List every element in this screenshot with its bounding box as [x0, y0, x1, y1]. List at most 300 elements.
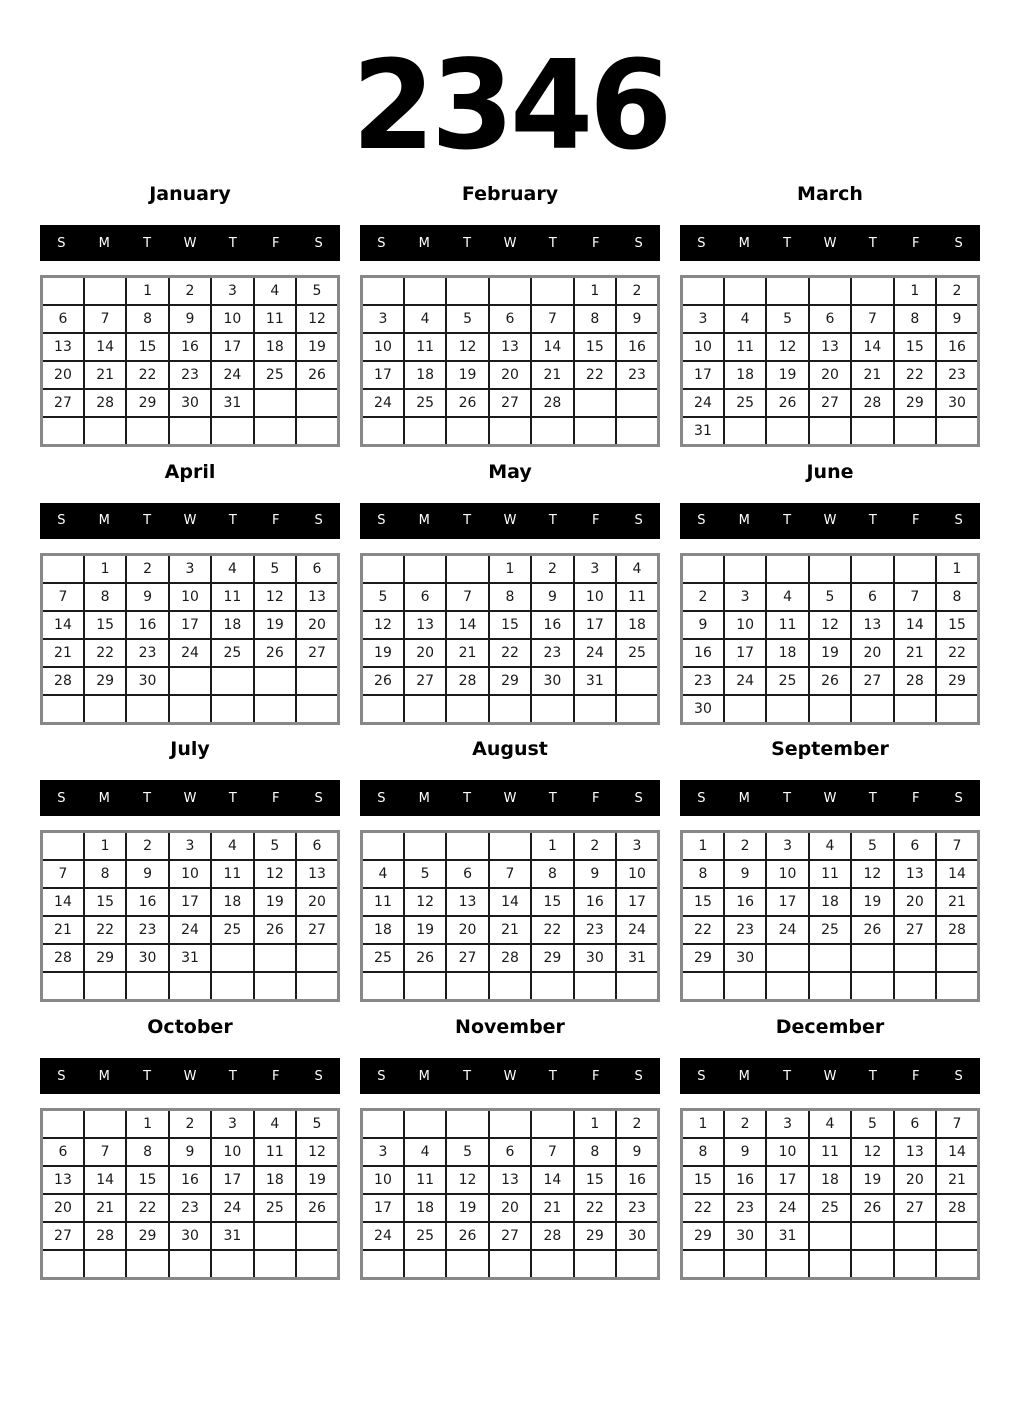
empty-day-cell [254, 1222, 296, 1250]
day-cell: 6 [809, 305, 851, 333]
day-cell: 14 [489, 888, 531, 916]
week-row [362, 667, 659, 695]
weekday-label: T [783, 513, 792, 529]
weekday-label: S [377, 513, 386, 529]
day-cell: 18 [766, 639, 808, 667]
month-block [680, 1006, 980, 1284]
day-cell: 1 [489, 554, 531, 583]
weekday-header-bar [680, 1058, 980, 1094]
day-cell: 20 [809, 361, 851, 389]
empty-day-cell [616, 667, 658, 695]
empty-day-cell [254, 972, 296, 1001]
month-title: December [775, 1016, 885, 1039]
day-cell: 8 [574, 1138, 616, 1166]
day-cell: 7 [84, 1138, 126, 1166]
empty-day-cell [809, 972, 851, 1001]
day-cell: 25 [254, 361, 296, 389]
empty-day-cell [851, 1250, 893, 1279]
day-cell: 6 [404, 583, 446, 611]
week-row [42, 361, 339, 389]
day-cell: 24 [616, 916, 658, 944]
day-cell: 25 [809, 916, 851, 944]
weekday-label: T [463, 790, 472, 806]
weekday-label: F [911, 1068, 920, 1084]
week-row [42, 554, 339, 583]
day-cell: 6 [296, 832, 338, 861]
weekday-label: S [697, 1068, 706, 1084]
day-cell: 22 [682, 916, 724, 944]
day-cell: 30 [126, 944, 168, 972]
empty-day-cell [42, 277, 84, 306]
day-cell: 27 [296, 916, 338, 944]
weekday-label: F [591, 235, 600, 251]
weekday-label: T [548, 235, 557, 251]
day-cell: 23 [616, 361, 658, 389]
day-cell: 23 [126, 916, 168, 944]
day-cell: 3 [616, 832, 658, 861]
day-cell: 24 [766, 1194, 808, 1222]
weekday-header-bar [360, 225, 660, 261]
day-cell: 27 [446, 944, 488, 972]
day-cell: 6 [446, 860, 488, 888]
weekday-label: S [57, 513, 66, 529]
week-row [362, 888, 659, 916]
empty-day-cell [169, 667, 211, 695]
calendar-grid [360, 830, 660, 1002]
calendar-grid [680, 553, 980, 725]
day-cell: 27 [894, 1194, 936, 1222]
day-cell: 15 [574, 333, 616, 361]
weekday-label: M [738, 1068, 750, 1084]
day-cell: 1 [682, 1110, 724, 1139]
empty-day-cell [404, 554, 446, 583]
empty-day-cell [616, 389, 658, 417]
day-cell: 24 [169, 639, 211, 667]
day-cell: 20 [446, 916, 488, 944]
day-cell: 1 [894, 277, 936, 306]
week-row [42, 695, 339, 724]
day-cell: 21 [531, 1194, 573, 1222]
day-cell: 25 [404, 1222, 446, 1250]
week-row [362, 1138, 659, 1166]
weekday-label: M [738, 513, 750, 529]
empty-day-cell [682, 972, 724, 1001]
day-cell: 30 [682, 695, 724, 724]
day-cell: 3 [574, 554, 616, 583]
empty-day-cell [211, 972, 253, 1001]
weekday-label: T [143, 790, 152, 806]
day-cell: 30 [126, 667, 168, 695]
day-cell: 13 [404, 611, 446, 639]
day-cell: 7 [531, 305, 573, 333]
day-cell: 19 [296, 333, 338, 361]
weekday-label: M [418, 1068, 430, 1084]
day-cell: 17 [211, 333, 253, 361]
week-row [42, 944, 339, 972]
empty-day-cell [362, 277, 404, 306]
months-grid [0, 173, 1020, 1284]
day-cell: 17 [169, 888, 211, 916]
empty-day-cell [211, 667, 253, 695]
day-cell: 1 [84, 832, 126, 861]
weekday-label: W [823, 235, 837, 251]
day-cell: 1 [574, 1110, 616, 1139]
day-cell: 30 [169, 389, 211, 417]
day-cell: 21 [936, 888, 978, 916]
weekday-label: W [183, 790, 197, 806]
day-cell: 3 [766, 832, 808, 861]
day-cell: 30 [936, 389, 978, 417]
month-block [680, 451, 980, 729]
day-cell: 15 [84, 611, 126, 639]
day-cell: 17 [724, 639, 766, 667]
day-cell: 17 [362, 361, 404, 389]
day-cell: 19 [851, 888, 893, 916]
day-cell: 18 [362, 916, 404, 944]
empty-day-cell [894, 554, 936, 583]
week-row [362, 860, 659, 888]
day-cell: 20 [296, 888, 338, 916]
day-cell: 29 [531, 944, 573, 972]
empty-day-cell [84, 277, 126, 306]
empty-day-cell [296, 695, 338, 724]
day-cell: 11 [766, 611, 808, 639]
day-cell: 20 [296, 611, 338, 639]
month-title: April [164, 460, 216, 483]
empty-day-cell [169, 695, 211, 724]
empty-day-cell [809, 554, 851, 583]
year-title: 2346 [351, 35, 669, 178]
day-cell: 24 [169, 916, 211, 944]
empty-day-cell [489, 972, 531, 1001]
weekday-label: S [57, 790, 66, 806]
day-cell: 6 [42, 305, 84, 333]
weekday-label: M [418, 513, 430, 529]
week-row [42, 860, 339, 888]
day-cell: 10 [169, 860, 211, 888]
weekday-header-bar [680, 503, 980, 539]
day-cell: 11 [211, 583, 253, 611]
day-cell: 29 [126, 389, 168, 417]
day-cell: 30 [724, 1222, 766, 1250]
day-cell: 23 [936, 361, 978, 389]
day-cell: 2 [169, 277, 211, 306]
empty-day-cell [446, 277, 488, 306]
day-cell: 18 [254, 1166, 296, 1194]
day-cell: 26 [446, 1222, 488, 1250]
day-cell: 27 [42, 1222, 84, 1250]
empty-day-cell [169, 417, 211, 446]
empty-day-cell [531, 417, 573, 446]
weekday-label: T [143, 1068, 152, 1084]
empty-day-cell [254, 389, 296, 417]
day-cell: 29 [84, 667, 126, 695]
empty-day-cell [851, 944, 893, 972]
day-cell: 21 [446, 639, 488, 667]
day-cell: 9 [682, 611, 724, 639]
day-cell: 10 [616, 860, 658, 888]
empty-day-cell [362, 1250, 404, 1279]
calendar-grid [360, 1108, 660, 1280]
empty-day-cell [531, 1110, 573, 1139]
empty-day-cell [42, 417, 84, 446]
empty-day-cell [766, 695, 808, 724]
day-cell: 9 [169, 1138, 211, 1166]
day-cell: 18 [809, 1166, 851, 1194]
day-cell: 12 [851, 1138, 893, 1166]
day-cell: 22 [126, 361, 168, 389]
empty-day-cell [254, 417, 296, 446]
day-cell: 26 [851, 1194, 893, 1222]
day-cell: 2 [169, 1110, 211, 1139]
year-title-wrap [0, 0, 1020, 178]
week-row [42, 972, 339, 1001]
day-cell: 6 [894, 832, 936, 861]
empty-day-cell [489, 1250, 531, 1279]
week-row [682, 832, 979, 861]
week-row [682, 972, 979, 1001]
weekday-label: W [183, 235, 197, 251]
day-cell: 11 [254, 1138, 296, 1166]
day-cell: 16 [616, 1166, 658, 1194]
day-cell: 12 [254, 860, 296, 888]
empty-day-cell [404, 832, 446, 861]
day-cell: 24 [362, 1222, 404, 1250]
day-cell: 20 [894, 1166, 936, 1194]
day-cell: 12 [404, 888, 446, 916]
empty-day-cell [809, 1222, 851, 1250]
empty-day-cell [254, 944, 296, 972]
week-row [42, 611, 339, 639]
empty-day-cell [531, 695, 573, 724]
day-cell: 16 [169, 333, 211, 361]
weekday-label: F [911, 513, 920, 529]
day-cell: 2 [126, 832, 168, 861]
day-cell: 31 [616, 944, 658, 972]
day-cell: 17 [362, 1194, 404, 1222]
empty-day-cell [682, 277, 724, 306]
day-cell: 19 [254, 888, 296, 916]
day-cell: 14 [531, 333, 573, 361]
weekday-label: S [954, 513, 963, 529]
day-cell: 1 [126, 277, 168, 306]
day-cell: 17 [766, 1166, 808, 1194]
empty-day-cell [724, 972, 766, 1001]
day-cell: 21 [936, 1166, 978, 1194]
day-cell: 24 [211, 361, 253, 389]
empty-day-cell [42, 554, 84, 583]
empty-day-cell [724, 554, 766, 583]
day-cell: 16 [616, 333, 658, 361]
day-cell: 14 [446, 611, 488, 639]
day-cell: 4 [809, 832, 851, 861]
weekday-label: M [738, 790, 750, 806]
empty-day-cell [531, 277, 573, 306]
day-cell: 10 [574, 583, 616, 611]
empty-day-cell [489, 832, 531, 861]
day-cell: 15 [84, 888, 126, 916]
day-cell: 8 [126, 1138, 168, 1166]
empty-day-cell [574, 389, 616, 417]
day-cell: 19 [446, 1194, 488, 1222]
day-cell: 11 [809, 860, 851, 888]
empty-day-cell [362, 1110, 404, 1139]
empty-day-cell [616, 972, 658, 1001]
empty-day-cell [296, 1250, 338, 1279]
month-block [40, 173, 340, 451]
month-block [360, 173, 660, 451]
day-cell: 22 [531, 916, 573, 944]
weekday-label: T [463, 235, 472, 251]
day-cell: 27 [42, 389, 84, 417]
day-cell: 28 [936, 916, 978, 944]
day-cell: 31 [682, 417, 724, 446]
month-title: June [806, 460, 854, 483]
day-cell: 21 [894, 639, 936, 667]
day-cell: 4 [211, 554, 253, 583]
day-cell: 21 [84, 1194, 126, 1222]
day-cell: 24 [574, 639, 616, 667]
month-block [360, 728, 660, 1006]
weekday-label: T [228, 1068, 237, 1084]
day-cell: 8 [489, 583, 531, 611]
week-row [682, 1110, 979, 1139]
empty-day-cell [126, 972, 168, 1001]
weekday-label: S [954, 1068, 963, 1084]
day-cell: 16 [126, 611, 168, 639]
weekday-label: M [98, 513, 110, 529]
empty-day-cell [446, 417, 488, 446]
week-row [362, 389, 659, 417]
weekday-label: W [823, 513, 837, 529]
empty-day-cell [531, 972, 573, 1001]
empty-day-cell [766, 417, 808, 446]
weekday-label: F [591, 513, 600, 529]
day-cell: 3 [169, 554, 211, 583]
day-cell: 25 [362, 944, 404, 972]
empty-day-cell [446, 972, 488, 1001]
weekday-label: M [418, 790, 430, 806]
weekday-label: T [783, 1068, 792, 1084]
week-row [42, 1222, 339, 1250]
weekday-label: M [98, 790, 110, 806]
empty-day-cell [766, 1250, 808, 1279]
calendar-grid [40, 553, 340, 725]
day-cell: 12 [446, 333, 488, 361]
empty-day-cell [531, 1250, 573, 1279]
day-cell: 3 [169, 832, 211, 861]
day-cell: 23 [126, 639, 168, 667]
day-cell: 12 [362, 611, 404, 639]
day-cell: 21 [84, 361, 126, 389]
day-cell: 19 [296, 1166, 338, 1194]
calendar-grid [40, 830, 340, 1002]
day-cell: 23 [724, 1194, 766, 1222]
weekday-label: S [377, 790, 386, 806]
day-cell: 13 [42, 1166, 84, 1194]
weekday-label: T [783, 235, 792, 251]
weekday-header-bar [360, 780, 660, 816]
week-row [362, 554, 659, 583]
empty-day-cell [616, 417, 658, 446]
day-cell: 4 [809, 1110, 851, 1139]
weekday-label: T [783, 790, 792, 806]
empty-day-cell [574, 1250, 616, 1279]
day-cell: 26 [296, 1194, 338, 1222]
day-cell: 31 [574, 667, 616, 695]
day-cell: 5 [254, 832, 296, 861]
day-cell: 25 [211, 639, 253, 667]
empty-day-cell [126, 1250, 168, 1279]
day-cell: 2 [616, 277, 658, 306]
month-title: November [455, 1016, 565, 1039]
empty-day-cell [296, 944, 338, 972]
empty-day-cell [404, 1250, 446, 1279]
weekday-label: F [271, 1068, 280, 1084]
empty-day-cell [724, 277, 766, 306]
calendar-grid [40, 275, 340, 447]
weekday-label: T [463, 513, 472, 529]
weekday-label: M [98, 235, 110, 251]
weekday-label: F [271, 790, 280, 806]
empty-day-cell [362, 972, 404, 1001]
empty-day-cell [616, 695, 658, 724]
day-cell: 31 [766, 1222, 808, 1250]
weekday-label: S [697, 790, 706, 806]
week-row [42, 583, 339, 611]
day-cell: 5 [362, 583, 404, 611]
day-cell: 2 [724, 832, 766, 861]
day-cell: 29 [489, 667, 531, 695]
weekday-label: S [697, 513, 706, 529]
day-cell: 29 [682, 944, 724, 972]
week-row [362, 972, 659, 1001]
day-cell: 10 [682, 333, 724, 361]
weekday-label: S [954, 235, 963, 251]
weekday-label: F [911, 790, 920, 806]
day-cell: 7 [936, 1110, 978, 1139]
empty-day-cell [809, 944, 851, 972]
day-cell: 28 [531, 1222, 573, 1250]
weekday-header-bar [40, 780, 340, 816]
day-cell: 5 [404, 860, 446, 888]
day-cell: 15 [531, 888, 573, 916]
week-row [362, 832, 659, 861]
empty-day-cell [404, 695, 446, 724]
week-row [362, 1166, 659, 1194]
day-cell: 16 [531, 611, 573, 639]
day-cell: 6 [489, 1138, 531, 1166]
week-row [362, 639, 659, 667]
empty-day-cell [809, 1250, 851, 1279]
week-row [682, 944, 979, 972]
empty-day-cell [894, 972, 936, 1001]
day-cell: 17 [616, 888, 658, 916]
empty-day-cell [489, 695, 531, 724]
day-cell: 3 [766, 1110, 808, 1139]
week-row [362, 1110, 659, 1139]
empty-day-cell [42, 1250, 84, 1279]
week-row [42, 832, 339, 861]
day-cell: 24 [724, 667, 766, 695]
day-cell: 14 [851, 333, 893, 361]
weekday-label: W [183, 513, 197, 529]
day-cell: 9 [616, 305, 658, 333]
empty-day-cell [851, 277, 893, 306]
empty-day-cell [809, 417, 851, 446]
day-cell: 9 [724, 1138, 766, 1166]
day-cell: 3 [362, 305, 404, 333]
